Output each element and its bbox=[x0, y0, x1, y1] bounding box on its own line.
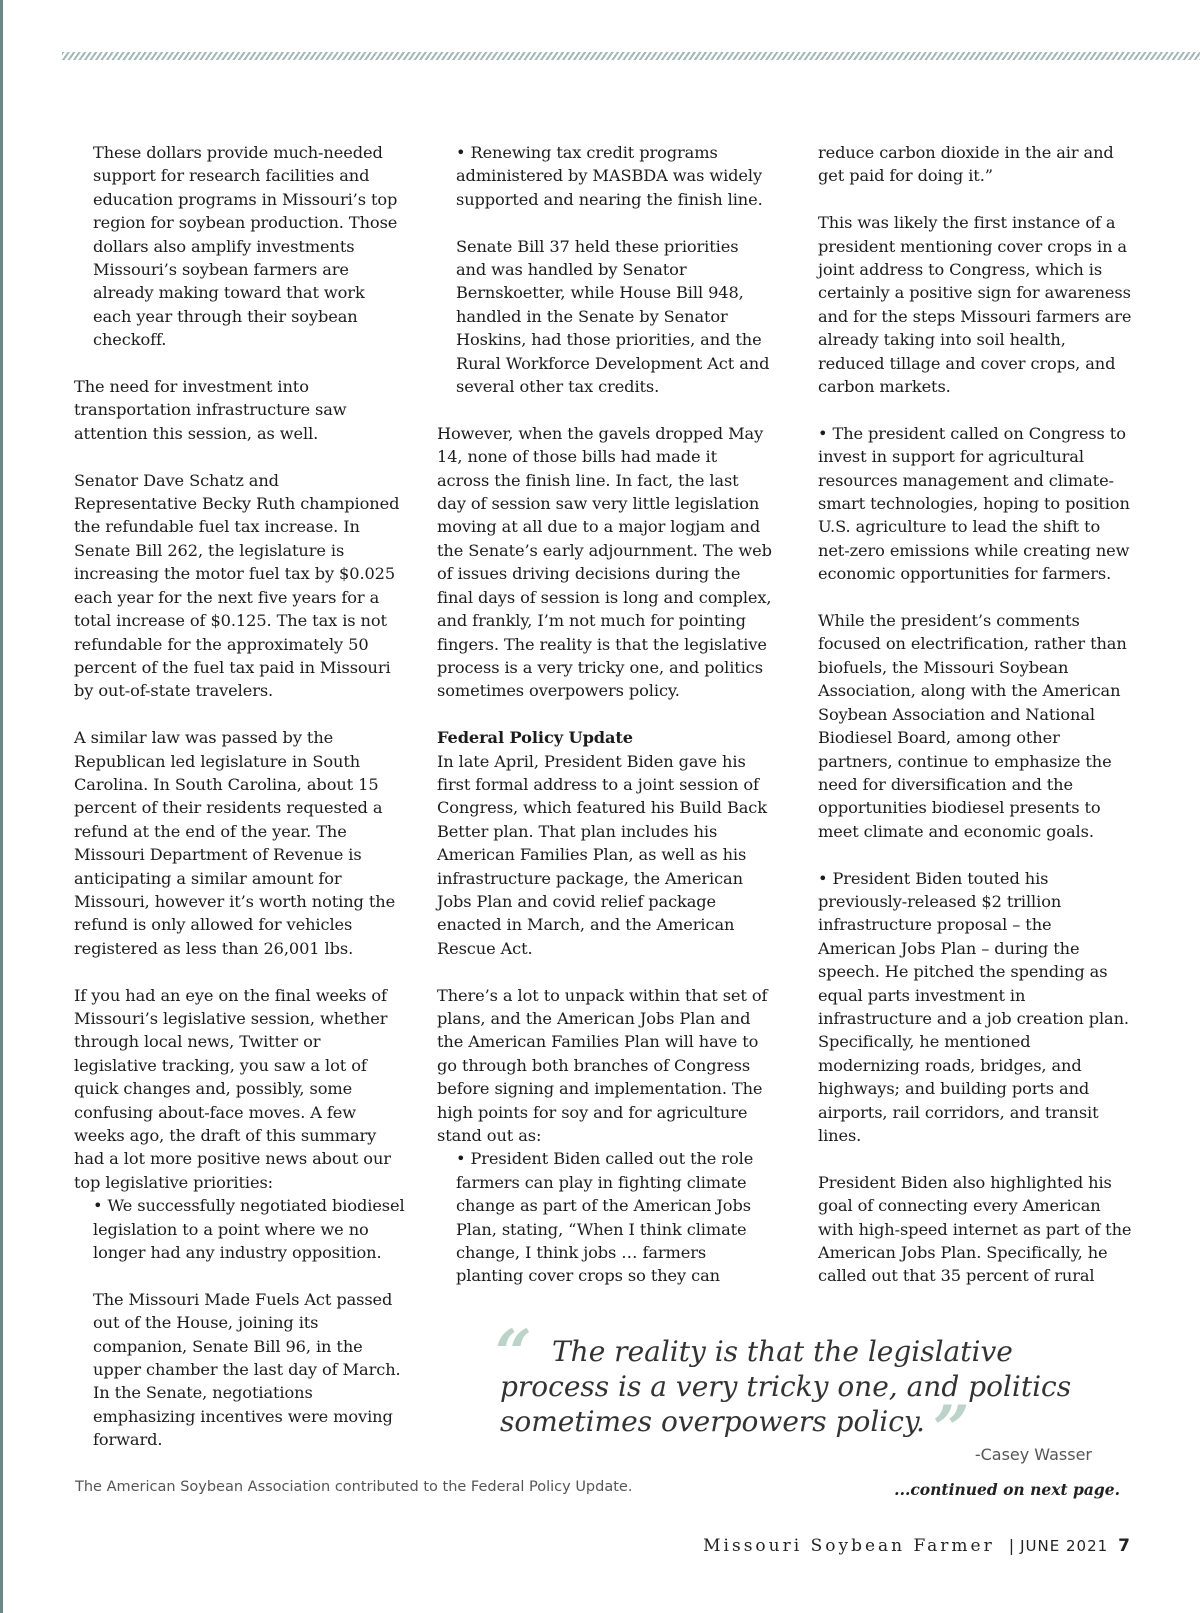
bullet-item: • President Biden touted his previously-released $2 trillion infrastructure proposal – the American Jobs Plan – during the speech. He pitched the spending as equal parts investment in infrastructure and a job creation plan. Specifically, he mentioned modernizing roads, bridges, and highways; and building ports and airports, rail corridors, and transit lines. bbox=[818, 868, 1129, 1145]
paragraph: These dollars provide much-needed support for research facilities and education programs in Missouri’s top region for soybean production. Those dollars also amplify investments Missouri’s soybean farmers are already making toward that work each year through their soybean checkoff. bbox=[93, 143, 398, 350]
paragraph: Senate Bill 37 held these priorities and was handled by Senator Bernskoetter, while House Bill 948, handled in the Senate by Senator Hoskins, had those priorities, and the Rural Workforce Development Act and several other tax credits. bbox=[456, 236, 770, 397]
column-1 bbox=[74, 141, 406, 1475]
paragraph: A similar law was passed by the Republican led legislature in South Carolina. In South Carolina, about 15 percent of their residents requested a refund at the end of the year. The Missouri Department of Revenue is anticipating a similar amount for Missouri, however it’s worth noting the refund is only allowed for vehicles registered as less than 26,001 lbs. bbox=[74, 728, 396, 958]
paragraph: There’s a lot to unpack within that set of plans, and the American Jobs Plan and the American Families Plan will have to go through both branches of Congress before signing and implementation. The high points for soy and for agriculture stand out as: bbox=[437, 985, 768, 1145]
bullet-item: • Renewing tax credit programs administered by MASBDA was widely supported and nearing the finish line. bbox=[456, 143, 763, 209]
page-footer bbox=[600, 1536, 1130, 1556]
footer-separator: | bbox=[1008, 1536, 1015, 1555]
header-hatch-rule bbox=[62, 52, 1200, 60]
continued-note: ...continued on next page. bbox=[894, 1480, 1120, 1499]
paragraph: Senator Dave Schatz and Representative Becky Ruth championed the refundable fuel tax increase. In Senate Bill 262, the legislature is increasing the motor fuel tax by $0.025 each year for the next five years for a total increase of $0.125. The tax is not refundable for the approximately 50 percent of the fuel tax paid in Missouri by out-of-state travelers. bbox=[74, 470, 400, 701]
bullet-item: • The president called on Congress to invest in support for agricultural resources management and climate-smart technologies, hoping to position U.S. agriculture to lead the shift to net-zero emissions while creating new economic opportunities for farmers. bbox=[818, 423, 1130, 584]
bullet-item: • President Biden called out the role farmers can play in fighting climate change as part of the American Jobs Plan, stating, “When I think climate change, I think jobs … farmers planting cover crops so they can bbox=[456, 1149, 754, 1286]
issue-date: JUNE 2021 bbox=[1020, 1537, 1109, 1555]
close-quote-mark-icon: ” bbox=[932, 1392, 970, 1467]
paragraph: reduce carbon dioxide in the air and get paid for doing it.” bbox=[818, 143, 1114, 186]
pull-quote: “ The reality is that the legislative process is a very tricky one, and politics sometimes overpowers policy. ” bbox=[500, 1334, 1100, 1439]
column-2 bbox=[437, 141, 772, 1311]
paragraph: While the president’s comments focused on electrification, rather than biofuels, the Missouri Soybean Association, along with the American Soybean Association and National Biodiesel Board, among other partners, continue to emphasize the need for diversification and the opportunities biodiesel presents to meet climate and economic goals. bbox=[818, 611, 1127, 841]
page-number: 7 bbox=[1118, 1536, 1130, 1556]
paragraph: This was likely the first instance of a president mentioning cover crops in a joint address to Congress, which is certainly a positive sign for awareness and for the steps Missouri farmers are already taking into soil health, reduced tillage and cover crops, and carbon markets. bbox=[818, 213, 1132, 397]
paragraph: The Missouri Made Fuels Act passed out of the House, joining its companion, Senate Bill 96, in the upper chamber the last day of March. In the Senate, negotiations emphasizing incentives were moving forward. bbox=[93, 1289, 401, 1450]
page-edge-rule bbox=[0, 0, 3, 1613]
paragraph: If you had an eye on the final weeks of Missouri’s legislative session, whether through local news, Twitter or legislative tracking, you saw a lot of quick changes and, possibly, some confusing about-face moves. A few weeks ago, the draft of this summary had a lot more positive news about our top legislative priorities: bbox=[74, 985, 391, 1192]
section bbox=[437, 726, 772, 960]
paragraph: However, when the gavels dropped May 14, none of those bills had made it across the finish line. In fact, the last day of session saw very little legislation moving at all due to a major logjam and the Senate’s early adjournment. The web of issues driving decisions during the final days of session is long and complex, and frankly, I’m not much for pointing fingers. The reality is that the legislative process is a very tricky one, and politics sometimes overpowers policy. bbox=[437, 423, 772, 701]
bullet-item: • We successfully negotiated biodiesel legislation to a point where we no longer had any industry opposition. bbox=[93, 1196, 405, 1263]
contributor-note: The American Soybean Association contributed to the Federal Policy Update. bbox=[75, 1479, 633, 1495]
paragraph: The need for investment into transportation infrastructure saw attention this session, as well. bbox=[74, 377, 347, 443]
pull-quote-attribution: -Casey Wasser bbox=[974, 1445, 1092, 1464]
pull-quote-text: The reality is that the legislative process is a very tricky one, and politics sometimes overpowers policy. ” bbox=[500, 1335, 1072, 1467]
paragraph: President Biden also highlighted his goal of connecting every American with high-speed internet as part of the American Jobs Plan. Specifically, he called out that 35 percent of rural bbox=[818, 1172, 1132, 1286]
magazine-title: Missouri Soybean Farmer bbox=[703, 1536, 995, 1556]
column-3 bbox=[818, 141, 1133, 1311]
section-heading: Federal Policy Update bbox=[437, 728, 633, 748]
paragraph: In late April, President Biden gave his first formal address to a joint session of Congress, which featured his Build Back Better plan. That plan includes his American Families Plan, as well as his infrastructure package, the American Jobs Plan and covid relief package enacted in March, and the American Rescue Act. bbox=[437, 751, 767, 958]
